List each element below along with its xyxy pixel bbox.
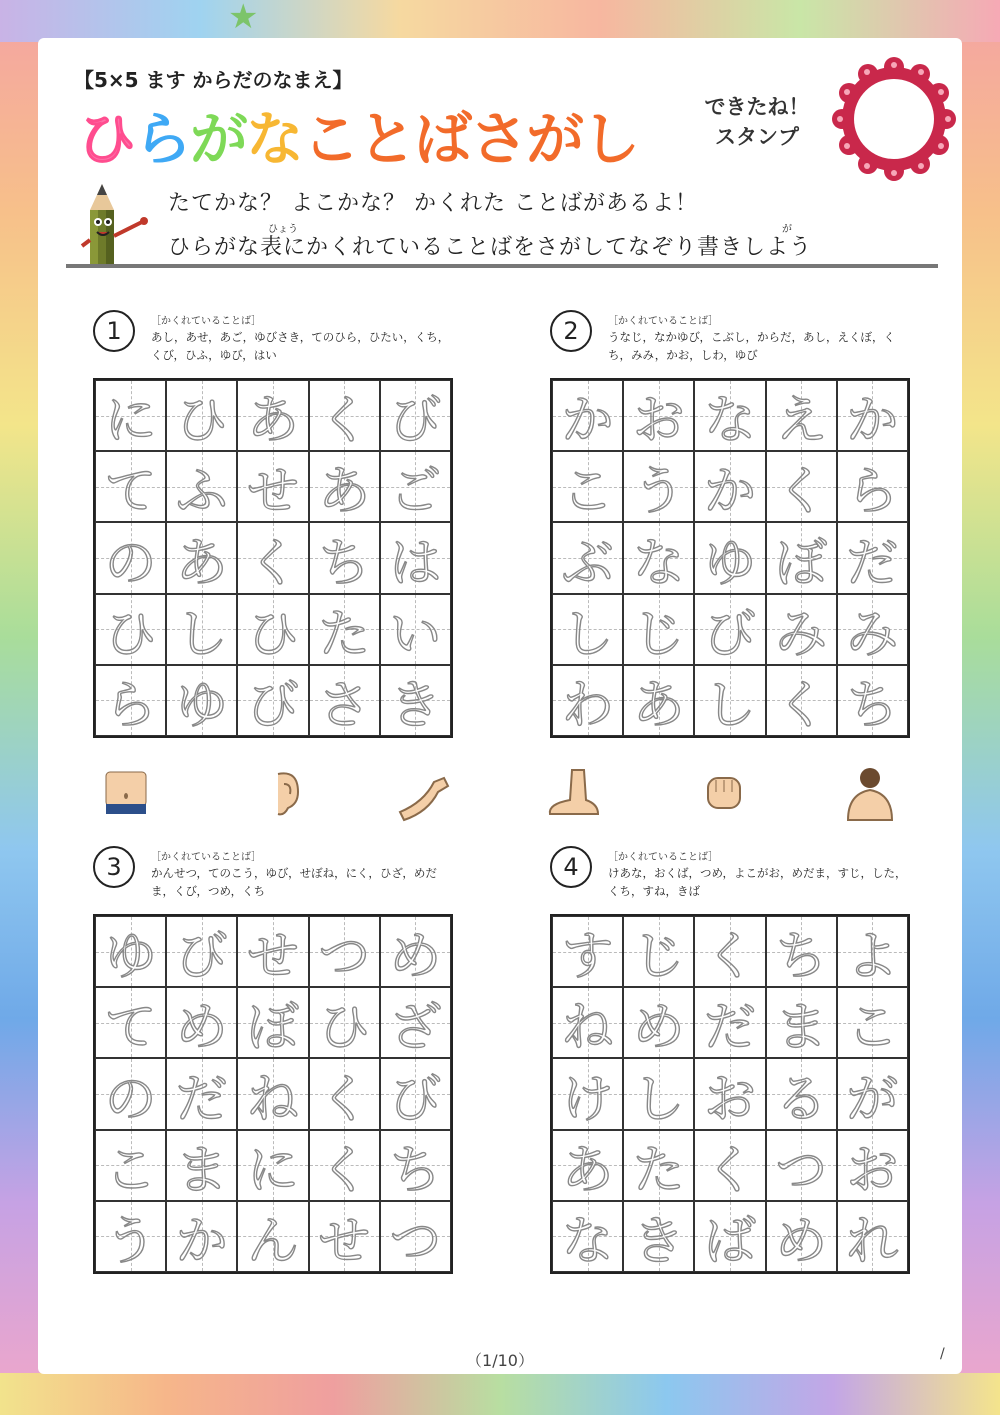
grid-cell[interactable] — [552, 1130, 623, 1201]
grid-cell[interactable] — [309, 1130, 380, 1201]
grid-cell[interactable] — [837, 987, 908, 1058]
grid-char: ひ — [104, 604, 157, 665]
grid-char: ち — [846, 675, 899, 736]
grid-char: み — [775, 604, 828, 665]
grid-cell[interactable] — [694, 987, 765, 1058]
grid-cell[interactable] — [166, 987, 237, 1058]
grid-cell[interactable] — [237, 987, 308, 1058]
grid-char: に — [104, 391, 157, 452]
grid-cell[interactable] — [623, 522, 694, 593]
grid-char: び — [246, 675, 299, 736]
hidden-words-list: あし，あせ，あご，ゆびさき，てのひら，ひたい，くち，くび，ひふ，ゆび，はい — [151, 330, 450, 362]
title-kotoba-sagashi: ことばさがし — [302, 105, 639, 173]
grid-cell[interactable] — [309, 594, 380, 665]
hiragana-grid — [550, 378, 910, 738]
grid-char: く — [703, 1140, 756, 1201]
grid-char: れ — [846, 1211, 899, 1272]
ear-icon — [254, 764, 314, 824]
grid-char: び — [175, 927, 228, 988]
title-char-ra: ら — [134, 105, 191, 173]
grid-char: じ — [632, 604, 685, 665]
grid-cell[interactable] — [837, 1130, 908, 1201]
pencil-mascot-icon — [80, 184, 160, 270]
grid-char: か — [846, 391, 899, 452]
grid-cell[interactable] — [309, 522, 380, 593]
fist-icon — [694, 764, 754, 824]
title-char-hi: ひ — [78, 105, 135, 173]
grid-char: ゆ — [703, 533, 756, 594]
grid-cell[interactable] — [837, 916, 908, 987]
grid-cell[interactable] — [837, 380, 908, 451]
belly-icon — [96, 764, 156, 824]
grid-cell[interactable] — [766, 1058, 837, 1129]
grid-cell[interactable] — [552, 987, 623, 1058]
grid-cell[interactable] — [380, 451, 451, 522]
grid-cell[interactable] — [552, 665, 623, 736]
grid-char: く — [318, 391, 371, 452]
stamp-label-line1: できたね！ — [704, 95, 810, 119]
grid-char: ふ — [175, 462, 228, 523]
grid-char: ざ — [389, 998, 442, 1059]
ruby-ga: が — [782, 224, 792, 235]
ruby-hyou: ひょう — [268, 224, 298, 235]
grid-char: す — [561, 927, 614, 988]
grid-char: ま — [775, 998, 828, 1059]
grid-char: だ — [703, 998, 756, 1059]
header-divider — [66, 264, 938, 268]
grid-char: く — [246, 533, 299, 594]
puzzle-number: 2 — [550, 310, 592, 352]
grid-char: つ — [318, 927, 371, 988]
grid-char: め — [775, 1211, 828, 1272]
grid-cell[interactable] — [837, 594, 908, 665]
grid-cell[interactable] — [309, 987, 380, 1058]
grid-cell[interactable] — [623, 1058, 694, 1129]
grid-cell[interactable] — [552, 594, 623, 665]
grid-char: の — [104, 533, 157, 594]
grid-cell[interactable] — [380, 522, 451, 593]
grid-cell[interactable] — [380, 1130, 451, 1201]
grid-cell[interactable] — [694, 522, 765, 593]
hidden-words-label: ［かくれていることば］ — [608, 852, 719, 863]
foot-icon — [542, 764, 602, 824]
title-char-ga: が — [190, 105, 247, 173]
grid-cell[interactable] — [237, 380, 308, 451]
grid-cell[interactable] — [309, 380, 380, 451]
grid-cell[interactable] — [166, 1130, 237, 1201]
grid-cell[interactable] — [766, 594, 837, 665]
grid-char: ぶ — [561, 533, 614, 594]
grid-cell[interactable] — [95, 1058, 166, 1129]
grid-char: だ — [175, 1069, 228, 1130]
grid-cell[interactable] — [237, 594, 308, 665]
grid-cell[interactable] — [766, 916, 837, 987]
grid-cell[interactable] — [694, 1130, 765, 1201]
grid-cell[interactable] — [552, 522, 623, 593]
grid-cell[interactable] — [694, 916, 765, 987]
grid-char: は — [389, 533, 442, 594]
grid-cell[interactable] — [694, 1058, 765, 1129]
grid-cell[interactable] — [694, 1201, 765, 1272]
grid-char: ゆ — [104, 927, 157, 988]
grid-cell[interactable] — [166, 1201, 237, 1272]
grid-char: ち — [775, 927, 828, 988]
grid-char: き — [632, 1211, 685, 1272]
instruction-line-2: ひらがな表にかくれていることばをさがしてなぞり書きしよう — [168, 235, 813, 260]
grid-char: か — [175, 1211, 228, 1272]
grid-cell[interactable] — [380, 665, 451, 736]
grid-cell[interactable] — [380, 380, 451, 451]
grid-cell[interactable] — [552, 451, 623, 522]
grid-cell[interactable] — [95, 987, 166, 1058]
stamp-label-line2: スタンプ — [715, 125, 799, 149]
puzzle-number: 4 — [550, 846, 592, 888]
grid-char: お — [632, 391, 685, 452]
grid-cell[interactable] — [766, 1130, 837, 1201]
hidden-words-list: うなじ，なかゆび，こぶし，からだ，あし，えくぼ，くち，みみ，かお，しわ，ゆび — [608, 330, 896, 362]
grid-char: こ — [104, 1140, 157, 1201]
grid-char: な — [561, 1211, 614, 1272]
grid-cell[interactable] — [837, 1201, 908, 1272]
grid-char: た — [318, 604, 371, 665]
grid-char: あ — [561, 1140, 614, 1201]
grid-cell[interactable] — [623, 380, 694, 451]
grid-char: て — [104, 998, 157, 1059]
grid-char: あ — [175, 533, 228, 594]
frame-top-border — [0, 0, 1000, 42]
body-part-icons — [96, 764, 916, 824]
grid-cell[interactable] — [380, 1058, 451, 1129]
grid-char: く — [775, 462, 828, 523]
grid-cell[interactable] — [623, 987, 694, 1058]
grid-cell[interactable] — [766, 1201, 837, 1272]
grid-char: ま — [175, 1140, 228, 1201]
grid-char: に — [246, 1140, 299, 1201]
grid-char: が — [846, 1069, 899, 1130]
grid-cell[interactable] — [552, 916, 623, 987]
grid-char: く — [775, 675, 828, 736]
grid-cell[interactable] — [380, 916, 451, 987]
grid-char: き — [389, 675, 442, 736]
grid-char: た — [632, 1140, 685, 1201]
grid-char: ら — [846, 462, 899, 523]
grid-char: せ — [318, 1211, 371, 1272]
grid-cell[interactable] — [237, 1201, 308, 1272]
grid-cell[interactable] — [95, 380, 166, 451]
grid-char: つ — [775, 1140, 828, 1201]
grid-cell[interactable] — [766, 380, 837, 451]
grid-cell[interactable] — [623, 665, 694, 736]
grid-cell[interactable] — [623, 451, 694, 522]
grid-char: あ — [246, 391, 299, 452]
grid-cell[interactable] — [166, 665, 237, 736]
grid-char: こ — [561, 462, 614, 523]
grid-char: よ — [846, 927, 899, 988]
grid-char: し — [703, 675, 756, 736]
grid-cell[interactable] — [95, 451, 166, 522]
grid-char: く — [318, 1069, 371, 1130]
grid-char: び — [703, 604, 756, 665]
grid-cell[interactable] — [837, 522, 908, 593]
grid-cell[interactable] — [237, 522, 308, 593]
arm-icon — [394, 764, 454, 824]
grid-cell[interactable] — [95, 1130, 166, 1201]
grid-char: だ — [846, 533, 899, 594]
grid-char: み — [846, 604, 899, 665]
grid-cell[interactable] — [237, 1130, 308, 1201]
grid-cell[interactable] — [309, 1058, 380, 1129]
grid-cell[interactable] — [623, 916, 694, 987]
grid-char: び — [389, 391, 442, 452]
grid-char: し — [175, 604, 228, 665]
grid-char: ん — [246, 1211, 299, 1272]
grid-cell[interactable] — [552, 1201, 623, 1272]
grid-cell[interactable] — [380, 1201, 451, 1272]
grid-char: な — [703, 391, 756, 452]
grid-char: め — [175, 998, 228, 1059]
grid-cell[interactable] — [237, 1058, 308, 1129]
grid-char: け — [561, 1069, 614, 1130]
worksheet-title — [78, 92, 638, 176]
grid-cell[interactable] — [766, 451, 837, 522]
grid-char: ね — [561, 998, 614, 1059]
grid-cell[interactable] — [837, 451, 908, 522]
grid-cell[interactable] — [95, 522, 166, 593]
grid-char: わ — [561, 675, 614, 736]
frame-bottom-border — [0, 1373, 1000, 1415]
grid-char: か — [561, 391, 614, 452]
grid-char: し — [632, 1069, 685, 1130]
title-char-na: な — [246, 105, 303, 173]
grid-cell[interactable] — [694, 665, 765, 736]
grid-cell[interactable] — [95, 665, 166, 736]
grid-cell[interactable] — [166, 1058, 237, 1129]
grid-char: せ — [246, 927, 299, 988]
hidden-words-label: ［かくれていることば］ — [608, 316, 719, 327]
grid-char: ち — [318, 533, 371, 594]
grid-char: て — [104, 462, 157, 523]
grid-cell[interactable] — [166, 451, 237, 522]
grid-char: な — [632, 533, 685, 594]
grid-cell[interactable] — [694, 451, 765, 522]
grid-char: お — [846, 1140, 899, 1201]
grid-char: め — [632, 998, 685, 1059]
stamp-circle-icon — [824, 54, 964, 184]
grid-char: つ — [389, 1211, 442, 1272]
grid-char: う — [104, 1211, 157, 1272]
hidden-words-label: ［かくれていることば］ — [151, 316, 262, 327]
grid-cell[interactable] — [166, 916, 237, 987]
grid-cell[interactable] — [166, 522, 237, 593]
grid-cell[interactable] — [623, 1201, 694, 1272]
grid-char: あ — [318, 462, 371, 523]
grid-cell[interactable] — [380, 594, 451, 665]
grid-cell[interactable] — [552, 380, 623, 451]
grid-char: ち — [389, 1140, 442, 1201]
grid-cell[interactable] — [694, 380, 765, 451]
hidden-words-label: ［かくれていることば］ — [151, 852, 262, 863]
stamp-label — [692, 92, 822, 152]
grid-char: お — [703, 1069, 756, 1130]
grid-cell[interactable] — [837, 1058, 908, 1129]
hiragana-grid — [93, 914, 453, 1274]
grid-cell[interactable] — [237, 665, 308, 736]
grid-char: く — [703, 927, 756, 988]
hiragana-grid — [93, 378, 453, 738]
grid-cell[interactable] — [166, 380, 237, 451]
grid-char: し — [561, 604, 614, 665]
grid-cell[interactable] — [309, 665, 380, 736]
grid-char: ぼ — [246, 998, 299, 1059]
grid-char: う — [632, 462, 685, 523]
grid-char: あ — [632, 675, 685, 736]
grid-cell[interactable] — [237, 451, 308, 522]
grid-cell[interactable] — [766, 522, 837, 593]
grid-cell[interactable] — [380, 987, 451, 1058]
grid-cell[interactable] — [95, 1201, 166, 1272]
worksheet-subtitle: 【5×5 ます からだのなまえ】 — [74, 68, 353, 92]
grid-char: ひ — [318, 998, 371, 1059]
star-icon: ★ — [228, 0, 259, 37]
hidden-words-list: かんせつ，てのこう，ゆび，せぼね，にく，ひざ，めだま，くび，つめ，くち — [151, 866, 437, 898]
puzzle-number: 3 — [93, 846, 135, 888]
page-mark: / — [940, 1346, 945, 1362]
grid-cell[interactable] — [237, 916, 308, 987]
page-number: （1/10） — [466, 1351, 534, 1370]
grid-char: ら — [104, 675, 157, 736]
grid-char: ば — [703, 1211, 756, 1272]
grid-cell[interactable] — [552, 1058, 623, 1129]
grid-char: く — [318, 1140, 371, 1201]
grid-char: び — [389, 1069, 442, 1130]
grid-cell[interactable] — [694, 594, 765, 665]
grid-char: る — [775, 1069, 828, 1130]
grid-cell[interactable] — [309, 451, 380, 522]
grid-char: か — [703, 462, 756, 523]
grid-char: せ — [246, 462, 299, 523]
hidden-words-list: けあな，おくば，つめ，よこがお，めだま，すじ，した，くち，すね，きば — [608, 866, 907, 898]
grid-cell[interactable] — [766, 987, 837, 1058]
grid-cell[interactable] — [623, 1130, 694, 1201]
grid-char: ぼ — [775, 533, 828, 594]
hiragana-grid — [550, 914, 910, 1274]
grid-cell[interactable] — [623, 594, 694, 665]
grid-char: こ — [846, 998, 899, 1059]
grid-char: い — [389, 604, 442, 665]
grid-char: め — [389, 927, 442, 988]
back-icon — [840, 764, 900, 824]
grid-cell[interactable] — [166, 594, 237, 665]
grid-cell[interactable] — [309, 1201, 380, 1272]
grid-cell[interactable] — [837, 665, 908, 736]
grid-cell[interactable] — [95, 594, 166, 665]
grid-char: ひ — [246, 604, 299, 665]
grid-char: ね — [246, 1069, 299, 1130]
grid-char: さ — [318, 675, 371, 736]
grid-cell[interactable] — [766, 665, 837, 736]
grid-char: ご — [389, 462, 442, 523]
grid-char: じ — [632, 927, 685, 988]
instruction-line-1: たてかな？ よこかな？ かくれた ことばがあるよ！ — [168, 191, 698, 216]
grid-char: ゆ — [175, 675, 228, 736]
grid-char: え — [775, 391, 828, 452]
grid-char: ひ — [175, 391, 228, 452]
grid-cell[interactable] — [95, 916, 166, 987]
puzzle-number: 1 — [93, 310, 135, 352]
grid-char: の — [104, 1069, 157, 1130]
grid-cell[interactable] — [309, 916, 380, 987]
